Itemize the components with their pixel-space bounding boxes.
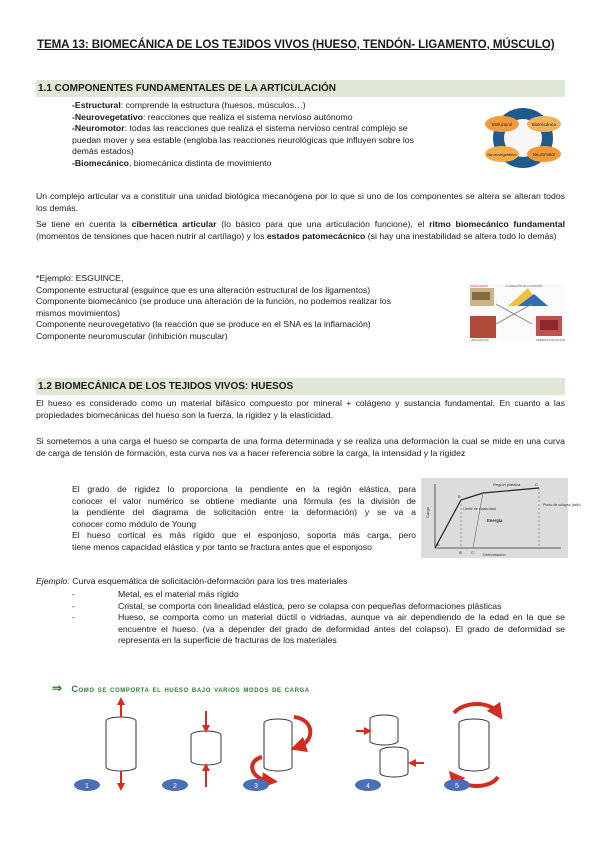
example-materials-intro: Ejemplo: Curva esquemática de solicitación-deformación para los tres materiales	[36, 576, 348, 586]
example-line: Componente estructural (esguince que es una alteración estructural de los ligamentos)	[36, 284, 371, 295]
svg-text:Límite de elasticidad: Límite de elasticidad	[463, 507, 496, 511]
svg-text:A: A	[437, 542, 440, 547]
components-list	[72, 100, 470, 170]
svg-text:Deformación: Deformación	[483, 552, 506, 557]
component-item: demás estados)	[72, 146, 134, 157]
example-esguince	[36, 273, 466, 343]
component-item: puedan mover y sea estable (engloba las reacciones neurológicas que influyen sobre los	[72, 134, 414, 145]
material-item: Cristal, se comporta con linealidad elástica, pero se colapsa con pequeñas deformaciones plásticas	[118, 600, 502, 611]
double-arrow-icon: ⇒	[52, 681, 63, 695]
component-item: -Neuromotor: todas las reacciones que realiza el sistema nervioso central complejo se	[72, 123, 408, 134]
example-line: Componente neurovegetativo (la reacción que se produce en el SNA es la inflamación)	[36, 319, 371, 330]
svg-text:Energía: Energía	[487, 518, 503, 523]
example-line: mismos movimientos)	[36, 307, 120, 318]
svg-text:B: B	[458, 494, 461, 499]
component-item: -Biomecánico, biomecánica distinta de movimiento	[72, 157, 272, 168]
svg-text:ALTERACIÓN DE LA FUNCIÓN: ALTERACIÓN DE LA FUNCIÓN	[505, 285, 543, 288]
svg-text:Punto de colapso (fallo): Punto de colapso (fallo)	[543, 503, 581, 507]
bullet-dash: -	[72, 589, 75, 599]
section-heading-huesos: 1.2 BIOMECÁNICA DE LOS TEJIDOS VIVOS: HUESOS	[36, 378, 565, 395]
material-item: Metal, es el material más rígido	[118, 589, 239, 599]
load-modes-illustration	[66, 697, 506, 797]
component-item: -Neurovegetativo: reacciones que realiza el sistema nervioso autónomo	[72, 111, 353, 122]
svg-text:1: 1	[85, 783, 89, 790]
rigidity-text: El grado de rigidez lo proporciona la pendiente en la región elástica, para conocer el valor numérico se obtiene mediante una fórmula (es la división de la pendiente del diagrama de solicitación entre la deformación) y se va a conocer como módulo de Young El hueso cortical es más rígido que el esponjoso, soporta más carga, pero tiene menos capacidad elástica y por tanto se fractura antes que el esponjoso	[72, 484, 416, 552]
paragraph-hueso-bifasico: El hueso es considerado como un material bifásico compuesto por mineral + colágeno y sustancia fundamental. En cuanto a las propiedades biomecánicas del hueso son la fuerza, la rigidez y la elasticidad.	[36, 398, 565, 420]
bullet-dash: -	[72, 600, 75, 611]
page-title: TEMA 13: BIOMECÁNICA DE LOS TEJIDOS VIVOS (HUESO, TENDÓN- LIGAMENTO, MÚSCULO)	[37, 38, 555, 51]
load-deformation-graph	[421, 478, 581, 558]
svg-text:B': B'	[459, 550, 463, 555]
material-item: Hueso, se comporta como un material dúctil o vidriadas, aunque va air dependiendo de la edad en la que se encuentre el hueso. (va a depender del grado de deformidad antes del colapso). El grado de deformidad se representa en la superficie de fracturas de los materiales	[118, 612, 565, 646]
torsion-cylinder	[454, 704, 498, 786]
esguince-cycle-figure	[468, 284, 565, 342]
paragraph-complejo-articular: Un complejo articular va a constituir una unidad biológica mecanógena por lo que si uno de los componentes se altera se alteran todos los demás.	[36, 191, 565, 213]
paragraph-carga: Si sometemos a una carga el hueso se comparta de una forma determinada y se realiza una deformación la cual se mide en una curva de carga de tensión de formación, esta curva nos va a hacer referencia sobre la carga, la intensidad y la rigidez	[36, 436, 565, 458]
svg-text:C: C	[535, 482, 538, 487]
section-heading-articulacion: 1.1 COMPONENTES FUNDAMENTALES DE LA ARTICULACIÓN	[36, 80, 565, 97]
component-item: -Estructural: comprende la estructura (huesos, músculos…)	[72, 100, 306, 110]
svg-text:Carga: Carga	[425, 507, 430, 518]
svg-text:5: 5	[455, 783, 459, 790]
svg-text:Estructural: Estructural	[491, 122, 513, 127]
bending-cylinder	[252, 717, 310, 781]
svg-text:INHIBICIÓN MUSCULAR: INHIBICIÓN MUSCULAR	[536, 339, 566, 342]
svg-text:2: 2	[173, 783, 177, 790]
compression-cylinder	[191, 711, 221, 787]
tension-cylinder	[106, 701, 136, 787]
example-line: Componente neuromuscular (inhibición muscular)	[36, 330, 228, 341]
materials-list	[72, 589, 565, 647]
bullet-dash: -	[72, 612, 75, 623]
load-modes-heading: ⇒ Como se comporta el hueso bajo varios modos de carga	[52, 681, 310, 695]
inflammation-photo	[470, 316, 496, 338]
svg-text:Región plástica: Región plástica	[493, 482, 521, 487]
paragraph-cibernetica: Se tiene en cuenta la cibernética articular (lo básico para que una articulación funcione), el ritmo biomecánico fundamental (momentos de tensiones que hacen nutrir al cartílago) y los estados patomecácnico (si hay una inestabilidad se altera todo lo demás)	[36, 219, 566, 241]
svg-text:DAÑO/LESIÓN: DAÑO/LESIÓN	[470, 285, 488, 288]
components-cycle-diagram	[480, 104, 566, 172]
svg-text:4: 4	[366, 783, 370, 790]
svg-text:C': C'	[471, 550, 475, 555]
svg-text:Biomecánico: Biomecánico	[532, 122, 556, 127]
example-title: *Ejemplo: ESGUINCE,	[36, 273, 124, 283]
shear-cylinders	[356, 715, 424, 777]
svg-text:INFLAMACIÓN: INFLAMACIÓN	[471, 339, 489, 342]
load-number-badges	[74, 779, 470, 791]
svg-text:Neuromotor: Neuromotor	[532, 152, 556, 157]
example-line: Componente biomecánico (se produce una alteración de la función, no podemos realizar los	[36, 296, 391, 307]
svg-text:3: 3	[254, 783, 258, 790]
svg-text:Neurovegetativo: Neurovegetativo	[487, 152, 517, 157]
